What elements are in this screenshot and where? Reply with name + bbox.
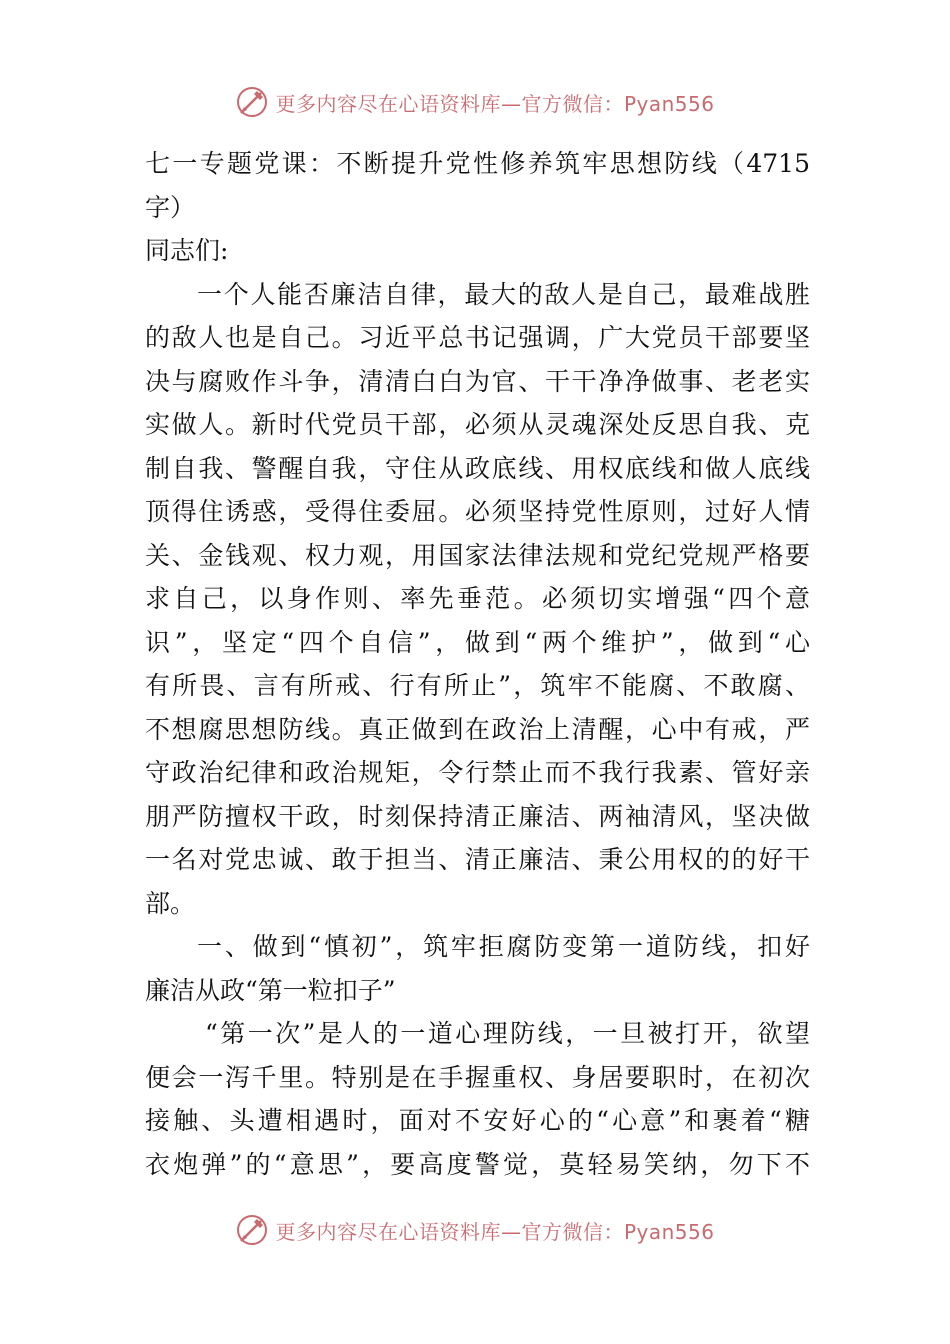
paragraph-1-line: 关、金钱观、权力观，用国家法律法规和党纪党规严格要 bbox=[145, 540, 810, 570]
paragraph-1-line: 守政治纪律和政治规矩，令行禁止而不我行我素、管好亲 bbox=[145, 758, 810, 787]
pen-logo-icon bbox=[235, 85, 269, 119]
paragraph-2-line: 接触、头遭相遇时，面对不安好心的“心意”和裹着“糖 bbox=[145, 1106, 810, 1135]
paragraph-1-line: 识”，坚定“四个自信”，做到“两个维护”，做到“心 bbox=[145, 627, 810, 657]
paragraph-1-line: 部。 bbox=[145, 888, 196, 918]
footer-watermark bbox=[0, 1208, 950, 1252]
section-heading-line-1: 一、做到“慎初”，筑牢拒腐防变第一道防线，扣好 bbox=[197, 932, 810, 961]
header-watermark-text: 更多内容尽在心语资料库—官方微信：Pyan556 bbox=[275, 91, 715, 116]
document-body bbox=[145, 142, 810, 1186]
paragraph-1-line: 朋严防擅权干政，时刻保持清正廉洁、两袖清风，坚决做 bbox=[145, 801, 810, 831]
paragraph-1-line: 决与腐败作斗争，清清白白为官、干干净净做事、老老实 bbox=[145, 366, 810, 396]
section-heading-line-2: 廉洁从政“第一粒扣子” bbox=[145, 975, 396, 1005]
paragraph-1-line: 一个人能否廉洁自律，最大的敌人是自己，最难战胜 bbox=[197, 279, 810, 309]
header-watermark bbox=[0, 80, 950, 124]
paragraph-2-line: 便会一泻千里。特别是在手握重权、身居要职时，在初次 bbox=[145, 1062, 810, 1092]
paragraph-1-line: 实做人。新时代党员干部，必须从灵魂深处反思自我、克 bbox=[145, 410, 810, 439]
paragraph-1-line: 的敌人也是自己。习近平总书记强调，广大党员干部要坚 bbox=[145, 323, 810, 352]
paragraph-1-line: 不想腐思想防线。真正做到在政治上清醒，心中有戒，严 bbox=[145, 714, 810, 744]
footer-watermark-text: 更多内容尽在心语资料库—官方微信：Pyan556 bbox=[275, 1219, 715, 1244]
doc-title-line-1: 七一专题党课：不断提升党性修养筑牢思想防线（4715 bbox=[145, 149, 810, 178]
paragraph-1-line: 一名对党忠诚、敢于担当、清正廉洁、秉公用权的的好干 bbox=[145, 845, 810, 874]
paragraph-2-line: “第一次”是人的一道心理防线，一旦被打开，欲望 bbox=[205, 1019, 810, 1048]
pen-logo-icon bbox=[235, 1213, 269, 1247]
paragraph-1-line: 顶得住诱惑，受得住委屈。必须坚持党性原则，过好人情 bbox=[145, 497, 810, 526]
salutation: 同志们: bbox=[145, 236, 229, 265]
paragraph-1-line: 求自己，以身作则、率先垂范。必须切实增强“四个意 bbox=[145, 584, 810, 613]
paragraph-1-line: 有所畏、言有所戒、行有所止”，筑牢不能腐、不敢腐、 bbox=[145, 671, 810, 700]
doc-title-line-2: 字） bbox=[145, 192, 196, 222]
paragraph-2-line: 衣炮弹”的“意思”，要高度警觉，莫轻易笑纳，勿下不 bbox=[145, 1149, 810, 1179]
paragraph-1-line: 制自我、警醒自我，守住从政底线、用权底线和做人底线 bbox=[145, 453, 810, 483]
